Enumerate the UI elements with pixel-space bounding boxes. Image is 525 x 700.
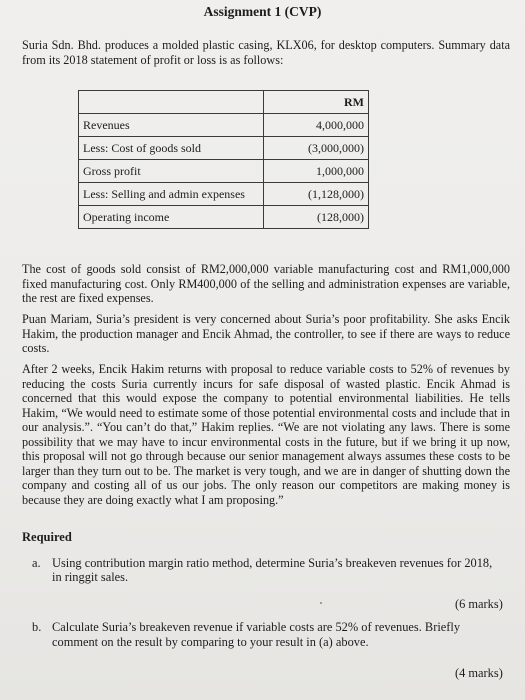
currency-header: RM [264,91,369,114]
question-letter: b. [32,620,42,634]
question-text-line2: comment on the result by comparing to your result in (a) above. [52,635,369,649]
table-row [79,183,369,206]
row-amount: (128,000) [264,206,369,229]
row-amount: 1,000,000 [264,160,369,183]
cost-paragraph: The cost of goods sold consist of RM2,000,000 variable manufacturing cost and RM1,000,000 fixed manufacturing cost. Only RM400,000 of the selling and administration expenses are variable, the rest are fixed expenses. [22,262,510,305]
proposal-paragraph: After 2 weeks, Encik Hakim returns with proposal to reduce variable costs to 52% of revenues by reducing the costs Suria currently incurs for safe disposal of wasted plastic. Encik Ahmad is concerned that this would expose the company to potential environmental liabilities. He tells Hakim, “We would need to estimate some of those potential environmental costs and include that in our analysis.”. “You can’t do that,” Hakim replies. “We are not violating any laws. There is some possibility that we may have to incur environmental costs in the future, but if we bring it up now, this proposal will not go through because our senior management always assumes these costs to be larger than they turn out to be. The market is very tough, and we are in danger of shutting down the company and costing all of us our jobs. The only reason our competitors are making money is because they are doing exactly what I am proposing.” [22,362,510,507]
question-text-line1: Calculate Suria’s breakeven revenue if variable costs are 52% of revenues. Briefly [52,620,461,634]
row-amount: 4,000,000 [264,114,369,137]
row-amount: (1,128,000) [264,183,369,206]
table-row [79,114,369,137]
row-label: Operating income [79,206,264,229]
table-row [79,160,369,183]
table-row [79,206,369,229]
profit-loss-table [78,90,369,229]
question-text-line2: in ringgit sales. [52,570,129,584]
row-amount: (3,000,000) [264,137,369,160]
stray-mark [320,602,322,604]
question-b-marks: (4 marks) [455,666,503,680]
table-header-blank [79,91,264,114]
row-label: Revenues [79,114,264,137]
intro-paragraph: Suria Sdn. Bhd. produces a molded plastic casing, KLX06, for desktop computers. Summary data from its 2018 statement of profit or loss is as follows: [22,38,510,67]
table-header-row [79,91,369,114]
question-text-line1: Using contribution margin ratio method, determine Suria’s breakeven revenues for 2018, [52,556,493,570]
question-letter: a. [32,556,41,570]
question-a-marks: (6 marks) [455,597,503,611]
row-label: Gross profit [79,160,264,183]
row-label: Less: Selling and admin expenses [79,183,264,206]
page-title: Assignment 1 (CVP) [203,4,322,19]
row-label: Less: Cost of goods sold [79,137,264,160]
president-paragraph: Puan Mariam, Suria’s president is very concerned about Suria’s poor profitability. She asks Encik Hakim, the production manager and Encik Ahmad, the controller, to see if there are ways to reduce costs. [22,312,510,355]
table-row [79,137,369,160]
required-heading: Required [22,530,72,544]
